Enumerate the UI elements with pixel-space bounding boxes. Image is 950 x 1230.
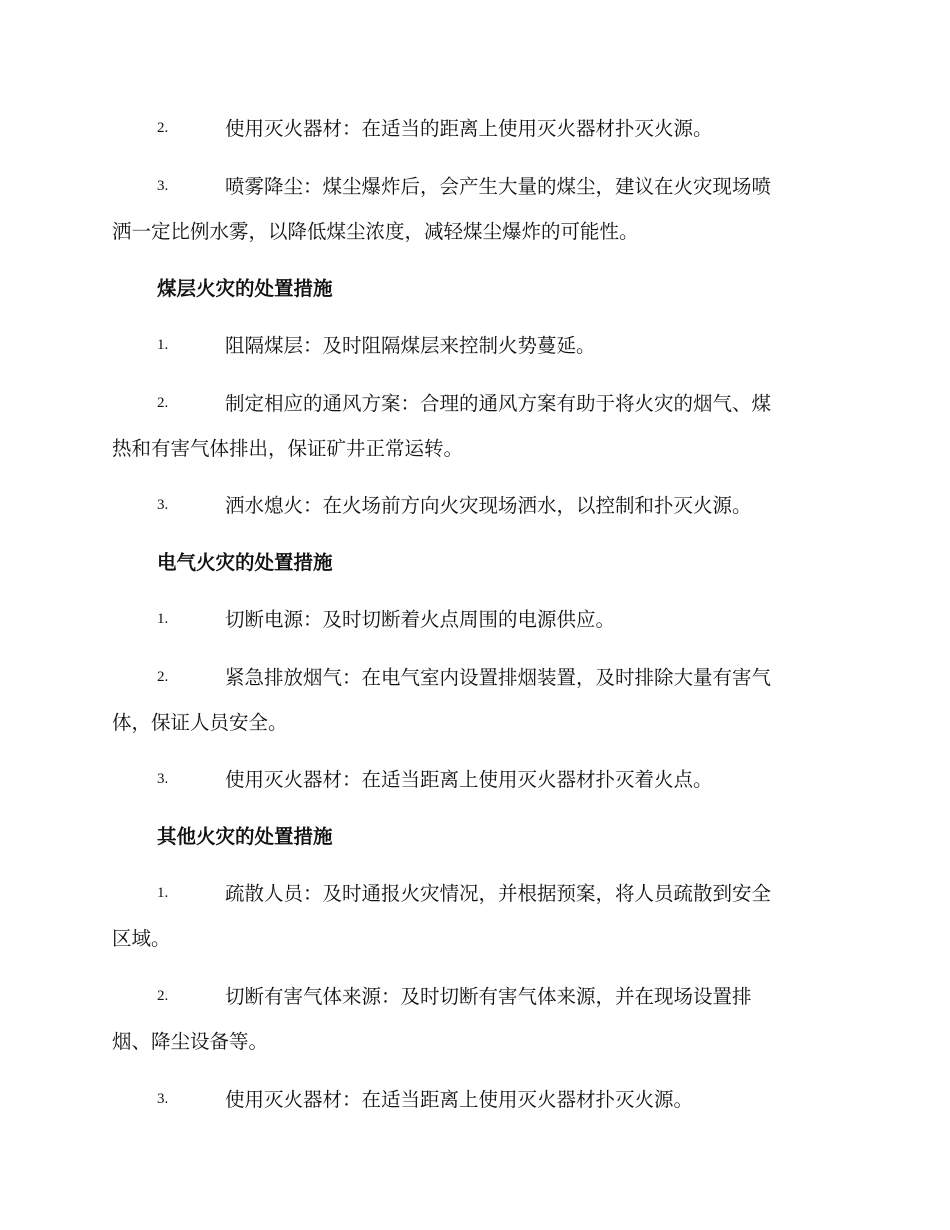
list-item [112,1077,837,1122]
list-text: 制定相应的通风方案：合理的通风方案有助于将火灾的烟气、煤 [225,392,772,415]
section-heading: 电气火灾的处置措施 [157,551,333,574]
list-number: 1. [157,337,169,353]
list-item [112,597,837,642]
section-heading: 其他火灾的处置措施 [157,825,333,848]
list-number: 1. [157,885,169,901]
list-number: 3. [157,497,169,513]
list-number: 3. [157,771,169,787]
list-text: 使用灭火器材：在适当的距离上使用灭火器材扑灭火源。 [225,117,713,140]
list-text-continued: 体，保证人员安全。 [112,711,288,734]
list-item [112,757,837,802]
list-text-continued: 烟、降尘设备等。 [112,1030,269,1053]
list-number: 2. [157,988,169,1004]
list-text: 喷雾降尘：煤尘爆炸后，会产生大量的煤尘，建议在火灾现场喷 [225,175,772,198]
list-item [112,483,837,528]
list-text-continued: 洒一定比例水雾，以降低煤尘浓度，减轻煤尘爆炸的可能性。 [112,220,639,243]
list-text-continued: 区域。 [112,927,171,950]
list-item [112,655,837,745]
list-number: 3. [157,1091,169,1107]
list-item [112,381,837,471]
list-number: 2. [157,120,169,136]
list-text: 疏散人员：及时通报火灾情况，并根据预案，将人员疏散到安全 [225,882,772,905]
list-text-continued: 热和有害气体排出，保证矿井正常运转。 [112,437,464,460]
list-text: 使用灭火器材：在适当距离上使用灭火器材扑灭着火点。 [225,768,713,791]
list-number: 1. [157,611,169,627]
list-item [112,974,837,1064]
list-number: 2. [157,669,169,685]
list-number: 3. [157,178,169,194]
list-item [112,106,837,151]
list-number: 2. [157,395,169,411]
list-item [112,871,837,961]
section-heading: 煤层火灾的处置措施 [157,277,333,300]
list-text: 切断有害气体来源：及时切断有害气体来源，并在现场设置排 [225,985,752,1008]
list-item [112,323,837,368]
list-text: 使用灭火器材：在适当距离上使用灭火器材扑灭火源。 [225,1088,694,1111]
list-text: 切断电源：及时切断着火点周围的电源供应。 [225,608,616,631]
list-text: 洒水熄火：在火场前方向火灾现场洒水，以控制和扑灭火源。 [225,494,752,517]
list-text: 紧急排放烟气：在电气室内设置排烟装置，及时排除大量有害气 [225,666,772,689]
list-text: 阻隔煤层：及时阻隔煤层来控制火势蔓延。 [225,334,596,357]
list-item [112,164,837,254]
